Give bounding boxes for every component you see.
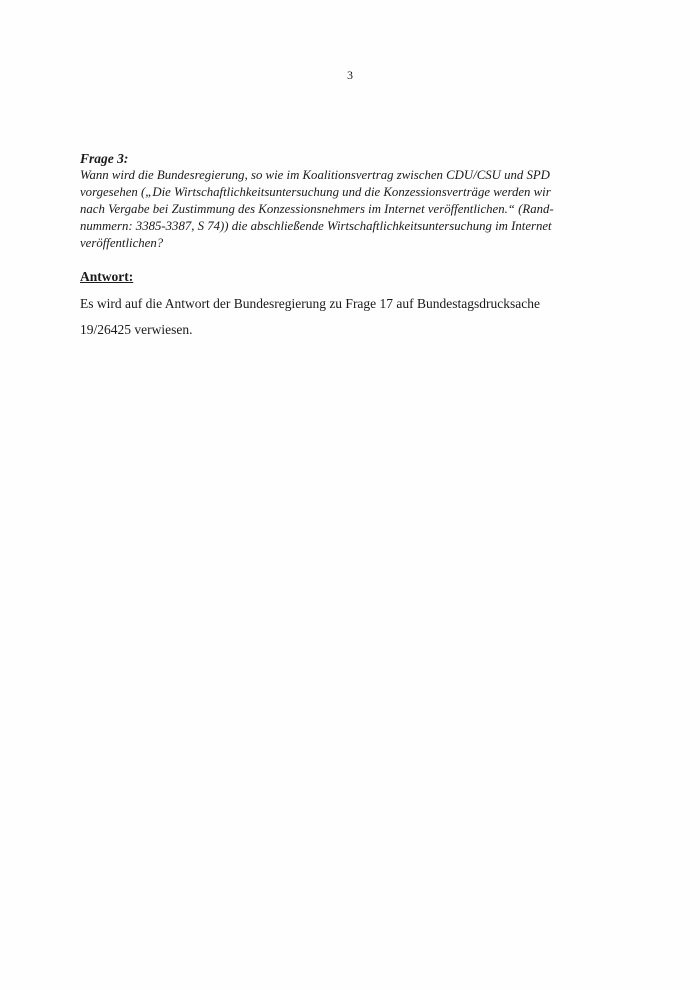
question-text bbox=[80, 167, 620, 252]
main-content bbox=[80, 150, 625, 343]
question-title: Frage 3: bbox=[80, 151, 129, 166]
question-line: Wann wird die Bundesregierung, so wie im Koalitionsvertrag zwischen CDU/CSU und SPD bbox=[80, 168, 550, 182]
question-line: veröffentlichen? bbox=[80, 236, 164, 250]
answer-heading: Antwort: bbox=[80, 269, 134, 284]
answer-line: 19/26425 verwiesen. bbox=[80, 322, 193, 337]
question-line: nummern: 3385-3387, S 74)) die abschließende Wirtschaftlichkeitsuntersuchung im Internet bbox=[80, 219, 552, 233]
answer-text bbox=[80, 291, 625, 343]
question-line: nach Vergabe bei Zustimmung des Konzessionsnehmers im Internet veröffentlichen.“ (Rand- bbox=[80, 202, 554, 216]
answer-line: Es wird auf die Antwort der Bundesregierung zu Frage 17 auf Bundestagsdrucksache bbox=[80, 296, 540, 311]
page-number: 3 bbox=[347, 68, 353, 82]
question-line: vorgesehen („Die Wirtschaftlichkeitsuntersuchung und die Konzessionsverträge werden wir bbox=[80, 185, 551, 199]
